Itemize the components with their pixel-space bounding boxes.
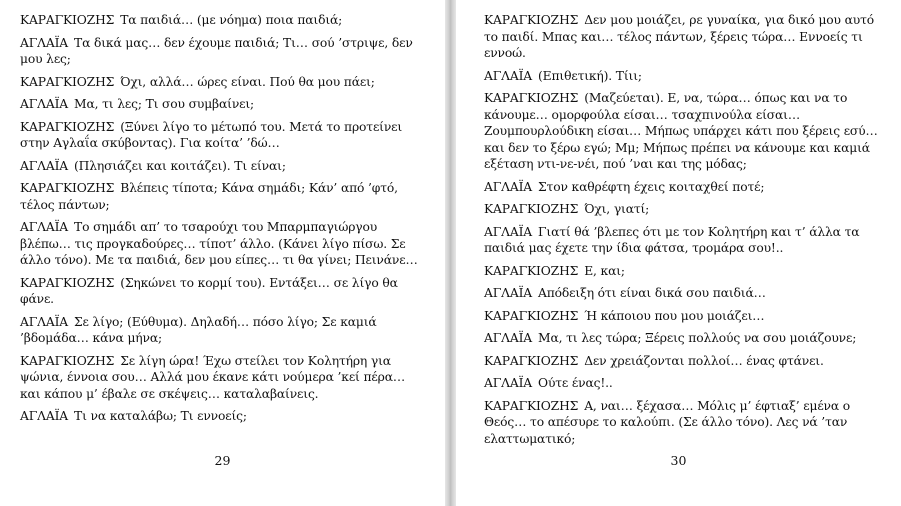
speaker-name: ΑΓΛΑΪΑ — [20, 314, 69, 329]
dialogue-line — [484, 398, 887, 448]
dialogue-text: Τα παιδιά… (με νόημα) ποια παιδιά; — [120, 13, 343, 27]
dialogue-line — [20, 180, 425, 213]
speaker-name: ΚΑΡΑΓΚΙΟΖΗΣ — [20, 275, 115, 290]
dialogue-text: Δεν χρειάζονται πολλοί… ένας φτάνει. — [584, 353, 824, 368]
dialogue-line — [20, 119, 425, 152]
dialogue-line — [484, 330, 887, 347]
speaker-name: ΚΑΡΑΓΚΙΟΖΗΣ — [20, 74, 115, 89]
dialogue-line — [20, 219, 425, 269]
speaker-name: ΚΑΡΑΓΚΙΟΖΗΣ — [484, 398, 579, 413]
speaker-name: ΑΓΛΑΪΑ — [484, 224, 533, 239]
right-page — [456, 0, 901, 506]
speaker-name: ΑΓΛΑΪΑ — [484, 68, 533, 83]
dialogue-line — [20, 96, 425, 113]
dialogue-line — [484, 353, 887, 370]
dialogue-line — [20, 12, 425, 29]
dialogue-line — [484, 263, 887, 280]
speaker-name: ΚΑΡΑΓΚΙΟΖΗΣ — [484, 202, 579, 216]
dialogue-line — [20, 353, 425, 403]
dialogue-text: Τι να καταλάβω; Τι εννοείς; — [74, 409, 247, 423]
speaker-name: ΑΓΛΑΪΑ — [484, 376, 533, 390]
speaker-name: ΚΑΡΑΓΚΙΟΖΗΣ — [484, 308, 579, 323]
dialogue-text: Γιατί θά ’βλεπες ότι με τον Κολητήρη και τ’ άλλα τα παιδιά μας έχετε την ίδια φάτσα, τρομάρα σου!.. — [484, 224, 860, 255]
speaker-name: ΚΑΡΑΓΚΙΟΖΗΣ — [20, 353, 115, 368]
dialogue-line — [20, 35, 425, 68]
speaker-name: ΑΓΛΑΪΑ — [484, 286, 533, 300]
speaker-name: ΚΑΡΑΓΚΙΟΖΗΣ — [484, 13, 579, 27]
dialogue-line — [484, 375, 887, 392]
speaker-name: ΚΑΡΑΓΚΙΟΖΗΣ — [20, 13, 115, 27]
dialogue-text: Σε λίγο; (Εύθυμα). Δηλαδή… πόσο λίγο; Σε καμιά ’βδομάδα… κάνα μήνα; — [20, 314, 377, 345]
speaker-name: ΚΑΡΑΓΚΙΟΖΗΣ — [484, 263, 579, 278]
left-page — [0, 0, 445, 506]
dialogue-text: Ή κάποιου που μου μοιάζει… — [584, 308, 765, 323]
dialogue-text: Α, ναι… ξέχασα… Μόλις μ’ έφτιαξ’ εμένα ο Θεός… το απέσυρε το καλούπι. (Σε άλλο τόνο). Λες νά ’ταν ελαττωματικό; — [484, 398, 851, 446]
speaker-name: ΚΑΡΑΓΚΙΟΖΗΣ — [20, 181, 115, 195]
dialogue-text: Απόδειξη ότι είναι δικά σου παιδιά… — [538, 286, 766, 300]
dialogue-text: Βλέπεις τίποτα; Κάνα σημάδι; Κάν’ από ’φτό, τέλος πάντων; — [20, 181, 398, 212]
dialogue-line — [484, 12, 887, 62]
dialogue-text: Στον καθρέφτη έχεις κοιταχθεί ποτέ; — [538, 179, 765, 194]
speaker-name: ΚΑΡΑΓΚΙΟΖΗΣ — [484, 353, 579, 368]
dialogue-text: Ούτε ένας!.. — [538, 376, 613, 390]
dialogue-text: (Πλησιάζει και κοιτάζει). Τι είναι; — [74, 158, 286, 173]
page-number-left: 29 — [214, 453, 231, 468]
dialogue-line — [20, 314, 425, 347]
dialogue-text: (Ξύνει λίγο το μέτωπό του. Μετά το προτείνει στην Αγλαΐα σκύβοντας). Για κοίτα’ ’δώ… — [20, 119, 403, 150]
dialogue-line — [20, 74, 425, 91]
dialogue-text: Δεν μου μοιάζει, ρε γυναίκα, για δικό μου αυτό το παιδί. Μπας και… τέλος πάντων, ξέρεις τώρα… Εννοείς τι εννοώ. — [484, 13, 875, 60]
dialogue-text: Όχι, αλλά… ώρες είναι. Πού θα μου πάει; — [120, 74, 375, 89]
page-number-right: 30 — [670, 453, 687, 468]
speaker-name: ΑΓΛΑΪΑ — [20, 35, 69, 50]
speaker-name: ΑΓΛΑΪΑ — [20, 158, 69, 173]
dialogue-line — [484, 68, 887, 85]
dialogue-line — [484, 308, 887, 325]
dialogue-text: Το σημάδι απ’ το τσαρούχι του Μπαρμπαγιώργου βλέπω… τις προγκαδούρες… τίποτ’ άλλο. (Κάνει λίγο πίσω. Σε άλλο τόνο). Με τα παιδιά, δεν μου είπες… τι θα γίνει; Πεινάνε… — [20, 220, 418, 267]
speaker-name: ΑΓΛΑΪΑ — [20, 409, 69, 423]
dialogue-line — [484, 179, 887, 196]
dialogue-text: (Σηκώνει το κορμί του). Εντάξει… σε λίγο θα φάνε. — [20, 275, 398, 306]
dialogue-text: Τα δικά μας… δεν έχουμε παιδιά; Τι… σού ’στριψε, δεν μου λες; — [20, 35, 413, 66]
dialogue-text: Όχι, γιατί; — [584, 202, 650, 216]
left-dialogue — [20, 12, 425, 425]
dialogue-text: (Μαζεύεται). Ε, να, τώρα… όπως και να το κάνουμε… ομορφούλα είσαι… τσαχπινούλα είσαι… Ζουμπουρλούδικη είσαι… Μήπως υπάρχει κάτι που ξέρεις εσύ… και δεν το ξέρω εγώ; Μμ; Μήπως πρέπει να κάνουμε και καμιά εξέταση ντι-νε-νέι, πού ’ναι και της μόδας; — [484, 91, 878, 171]
speaker-name: ΚΑΡΑΓΚΙΟΖΗΣ — [20, 119, 115, 134]
dialogue-line — [484, 201, 887, 218]
dialogue-text: Μα, τι λες τώρα; Ξέρεις πολλούς να σου μοιάζουνε; — [538, 331, 857, 345]
dialogue-line — [484, 90, 887, 173]
dialogue-text: Μα, τι λες; Τι σου συμβαίνει; — [74, 97, 255, 111]
dialogue-line — [20, 275, 425, 308]
speaker-name: ΚΑΡΑΓΚΙΟΖΗΣ — [484, 91, 579, 105]
dialogue-text: Σε λίγη ώρα! Έχω στείλει τον Κολητήρη για ψώνια, έννοια σου… Αλλά μου έκανε κάτι νούμερα ’κεί πέρα… και κάπου μ’ έβαλε σε σκέψεις… καταλαβαίνεις. — [20, 353, 406, 401]
right-dialogue — [484, 12, 887, 447]
dialogue-text: (Επιθετική). Τίιι; — [538, 68, 642, 83]
dialogue-line — [20, 408, 425, 425]
dialogue-text: Ε, και; — [584, 263, 625, 278]
speaker-name: ΑΓΛΑΪΑ — [20, 97, 69, 111]
book-gutter — [445, 0, 456, 506]
speaker-name: ΑΓΛΑΪΑ — [20, 220, 69, 234]
dialogue-line — [484, 224, 887, 257]
dialogue-line — [484, 285, 887, 302]
speaker-name: ΑΓΛΑΪΑ — [484, 331, 533, 345]
dialogue-line — [20, 158, 425, 175]
speaker-name: ΑΓΛΑΪΑ — [484, 179, 533, 194]
